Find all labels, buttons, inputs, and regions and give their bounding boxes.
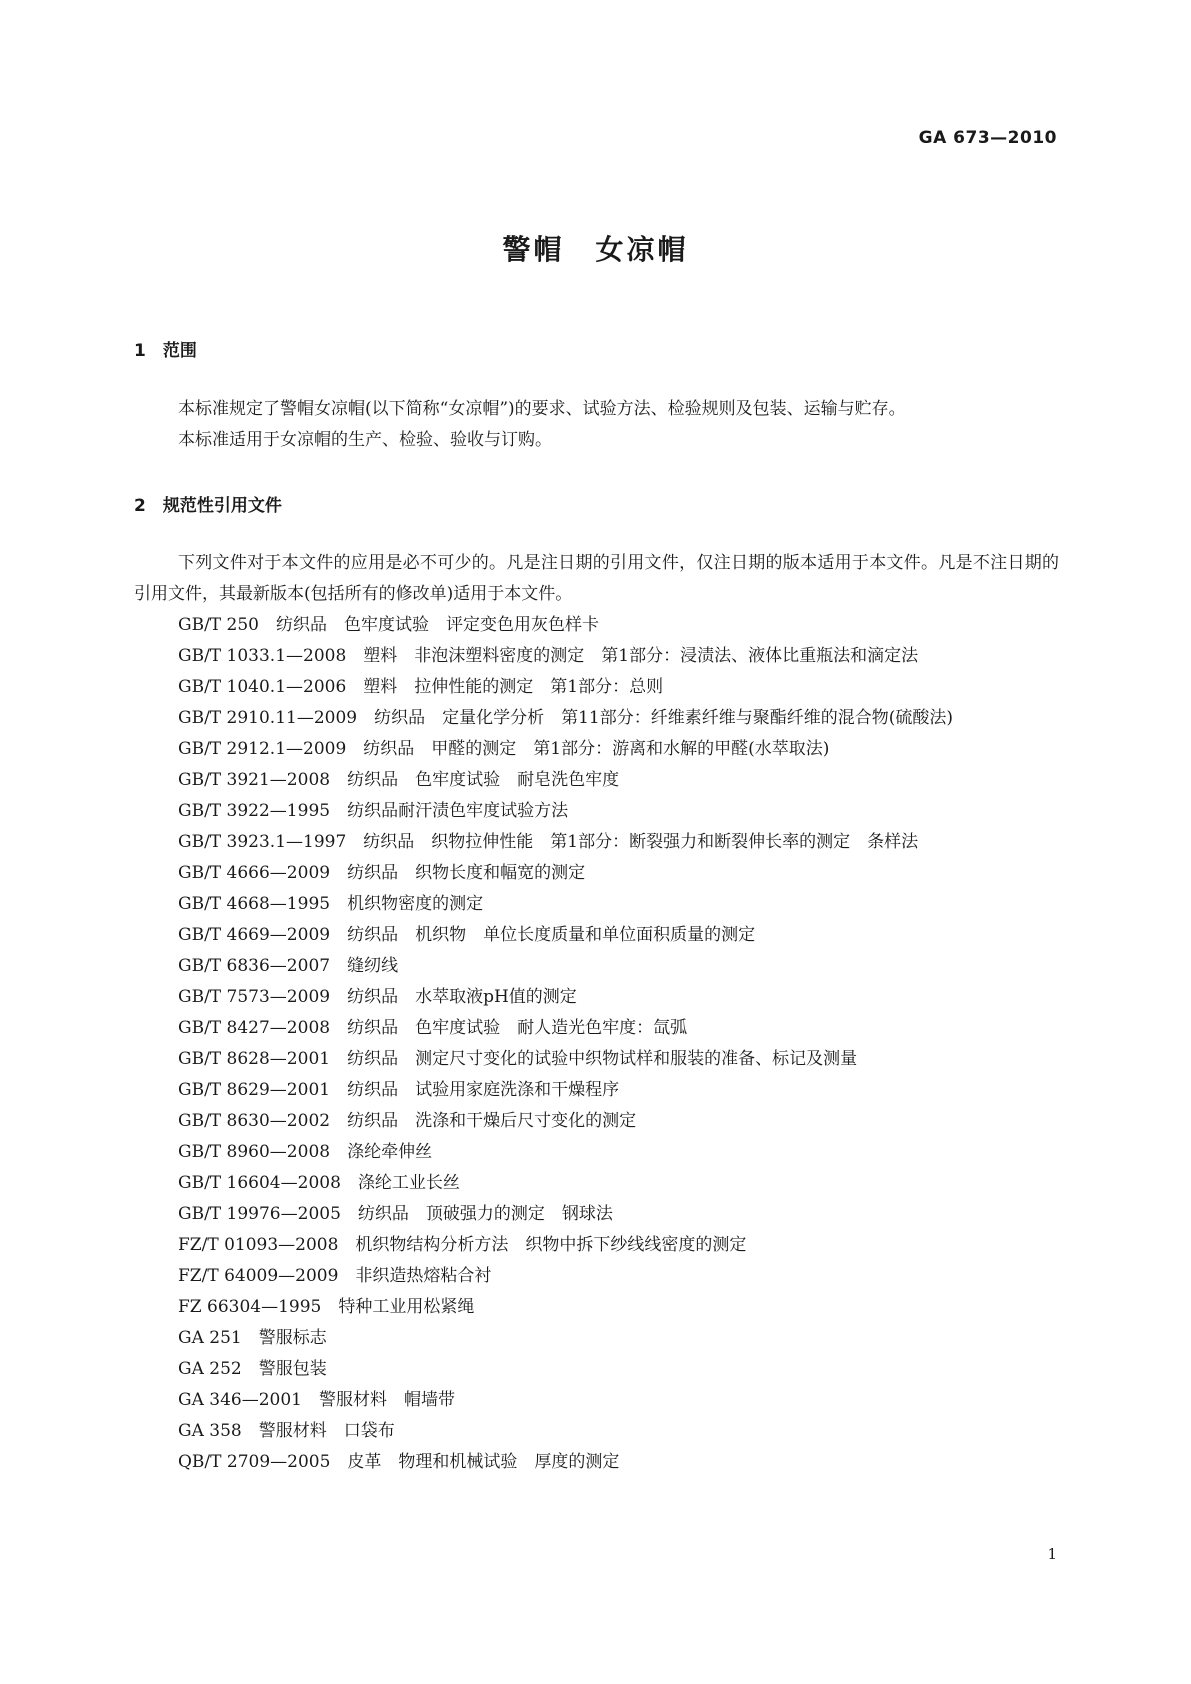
scope-paragraph: 本标准规定了警帽女凉帽(以下简称“女凉帽”)的要求、试验方法、检验规则及包装、运输与贮存。: [178, 399, 906, 419]
reference-item: GB/T 4669—2009 纺织品 机织物 单位长度质量和单位面积质量的测定: [178, 925, 756, 945]
reference-item: GB/T 7573—2009 纺织品 水萃取液pH值的测定: [178, 987, 577, 1007]
reference-item: FZ 66304—1995 特种工业用松紧绳: [178, 1297, 475, 1317]
references-content: [134, 548, 1059, 1478]
reference-item: GB/T 8630—2002 纺织品 洗涤和干燥后尺寸变化的测定: [178, 1111, 637, 1131]
reference-item: GB/T 19976—2005 纺织品 顶破强力的测定 钢球法: [178, 1204, 613, 1224]
reference-item: GB/T 2912.1—2009 纺织品 甲醛的测定 第1部分：游离和水解的甲醛(水萃取法): [178, 739, 830, 759]
reference-item: GB/T 8427—2008 纺织品 色牢度试验 耐人造光色牢度：氙弧: [178, 1018, 688, 1038]
reference-item: GA 346—2001 警服材料 帽墙带: [178, 1390, 455, 1410]
standard-code: GA 673—2010: [918, 128, 1057, 148]
reference-item: GB/T 16604—2008 涤纶工业长丝: [178, 1173, 460, 1193]
reference-item: GB/T 3923.1—1997 纺织品 织物拉伸性能 第1部分：断裂强力和断裂伸长率的测定 条样法: [178, 832, 919, 852]
reference-item: GA 251 警服标志: [178, 1328, 327, 1348]
section-heading-normative-references: 2 规范性引用文件: [134, 496, 282, 516]
reference-item: GB/T 2910.11—2009 纺织品 定量化学分析 第11部分：纤维素纤维与聚酯纤维的混合物(硫酸法): [178, 708, 954, 728]
scope-paragraph: 本标准适用于女凉帽的生产、检验、验收与订购。: [178, 430, 552, 450]
reference-item: GB/T 4666—2009 纺织品 织物长度和幅宽的测定: [178, 863, 586, 883]
scope-content: [134, 394, 1059, 456]
section-heading-scope: 1 范围: [134, 341, 197, 361]
reference-item: GB/T 3921—2008 纺织品 色牢度试验 耐皂洗色牢度: [178, 770, 620, 790]
reference-item: FZ/T 64009—2009 非织造热熔粘合衬: [178, 1266, 492, 1286]
page-number: 1: [1047, 1545, 1057, 1563]
reference-item: GB/T 250 纺织品 色牢度试验 评定变色用灰色样卡: [178, 615, 599, 635]
reference-item: GB/T 6836—2007 缝纫线: [178, 956, 399, 976]
document-title: 警帽 女凉帽: [502, 233, 689, 266]
references-intro: 下列文件对于本文件的应用是必不可少的。凡是注日期的引用文件，仅注日期的版本适用于本文件。凡是不注日期的引用文件，其最新版本(包括所有的修改单)适用于本文件。: [134, 553, 1059, 604]
reference-item: GA 252 警服包装: [178, 1359, 327, 1379]
reference-item: GB/T 8628—2001 纺织品 测定尺寸变化的试验中织物试样和服装的准备、标记及测量: [178, 1049, 858, 1069]
reference-item: GA 358 警服材料 口袋布: [178, 1421, 395, 1441]
reference-item: FZ/T 01093—2008 机织物结构分析方法 织物中拆下纱线线密度的测定: [178, 1235, 747, 1255]
reference-item: GB/T 3922—1995 纺织品耐汗渍色牢度试验方法: [178, 801, 569, 821]
reference-list: [134, 610, 1059, 1478]
reference-item: GB/T 1033.1—2008 塑料 非泡沫塑料密度的测定 第1部分：浸渍法、液体比重瓶法和滴定法: [178, 646, 919, 666]
reference-item: GB/T 4668—1995 机织物密度的测定: [178, 894, 484, 914]
reference-item: GB/T 8629—2001 纺织品 试验用家庭洗涤和干燥程序: [178, 1080, 620, 1100]
reference-item: GB/T 1040.1—2006 塑料 拉伸性能的测定 第1部分：总则: [178, 677, 664, 697]
reference-item: QB/T 2709—2005 皮革 物理和机械试验 厚度的测定: [178, 1452, 620, 1472]
reference-item: GB/T 8960—2008 涤纶牵伸丝: [178, 1142, 433, 1162]
